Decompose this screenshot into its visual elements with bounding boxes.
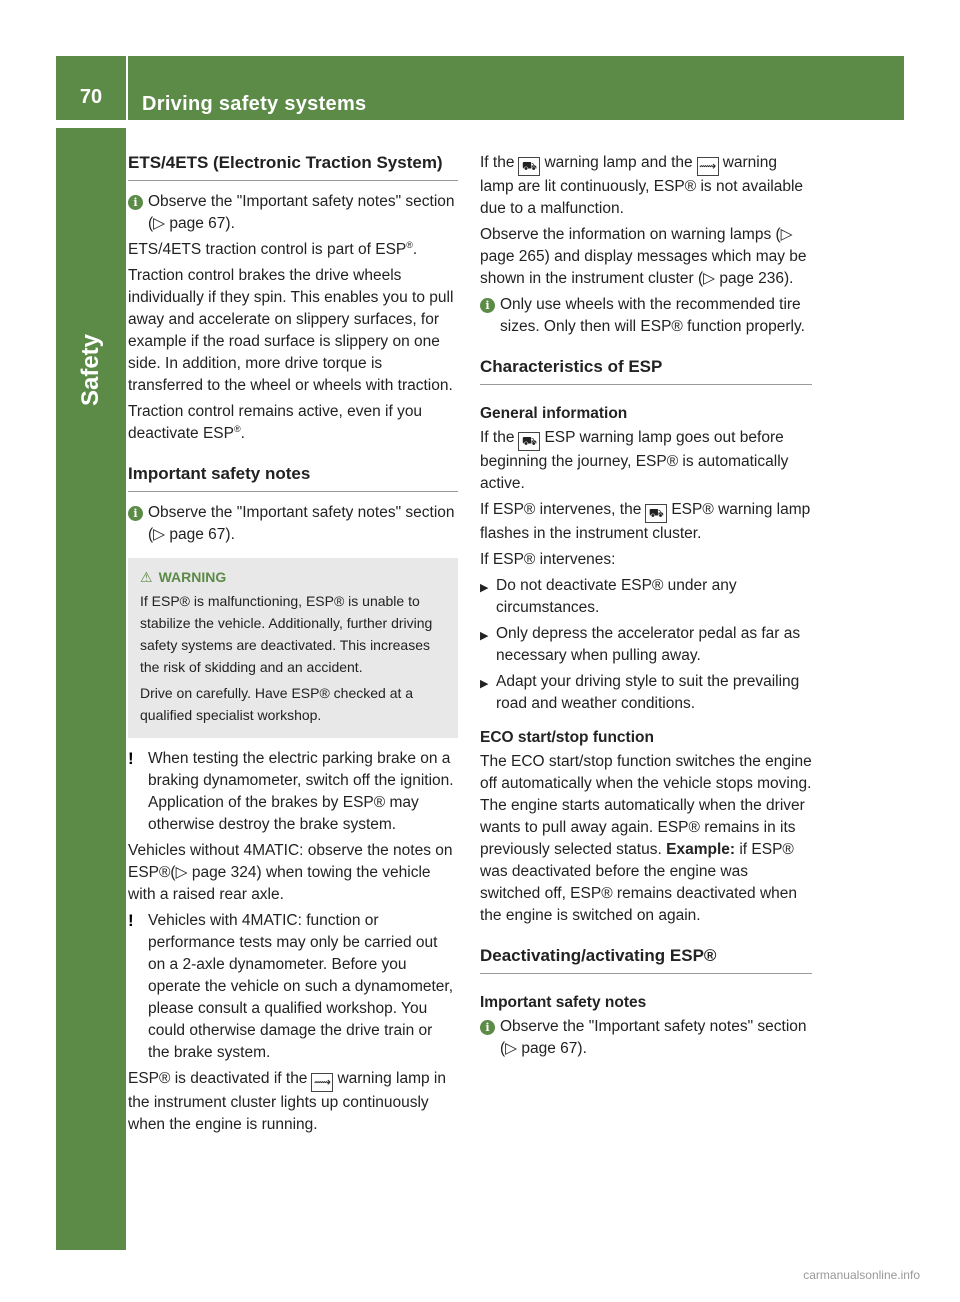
heading-eco: ECO start/stop function [480, 729, 654, 746]
esp-off-lamp-icon: ⟿ [311, 1073, 333, 1092]
watermark: carmanualsonline.info [803, 1268, 920, 1282]
paragraph: The ECO start/stop function switches the engine off automatically when the vehicle stops moving. The engine starts automatically when the driver wants to pull away again. ESP® remains in its previously selected status. Example: if ESP® was deactivated before the engine was switched off, ESP® remains deactivated when the engine is switched on again. [480, 753, 812, 924]
esp-off-lamp-icon: ⟿ [697, 157, 719, 176]
esp-warning-lamp-icon: ⛟ [518, 157, 540, 176]
paragraph: Traction control brakes the drive wheels individually if they spin. This enables you to pull away and accelerate on slippery surfaces, for example if the road surface is slippery on one side. In addition, more drive torque is transferred to the wheel or wheels with traction. [128, 267, 454, 394]
heading-ets: ETS/4ETS (Electronic Traction System) [128, 152, 458, 181]
paragraph: Traction control remains active, even if you deactivate ESP®. [128, 403, 423, 442]
list-item: ▶ Do not deactivate ESP® under any circumstances. [480, 575, 812, 619]
heading-general-info: General information [480, 405, 628, 422]
heading-safety-notes: Important safety notes [480, 994, 647, 1011]
paragraph: ESP® is deactivated if the ⟿ warning lamp in the instrument cluster lights up continuously when the engine is running. [128, 1070, 446, 1133]
caution-text: When testing the electric parking brake on a braking dynamometer, switch off the ignition. Application of the brakes by ESP® may otherwise destroy the brake system. [148, 750, 454, 833]
side-tab-text: Safety [77, 333, 104, 407]
right-column [480, 152, 812, 1064]
bullet-arrow-icon: ▶ [480, 630, 489, 642]
side-tab [56, 128, 126, 1250]
info-note [480, 294, 812, 338]
info-icon: i [128, 195, 143, 210]
header-divider [126, 56, 128, 120]
side-tab-label [76, 310, 106, 430]
caution-text: Vehicles with 4MATIC: function or performance tests may only be carried out on a 2-axle dynamometer. Before you operate the vehicle on such a dynamometer, please consult a qualified workshop. You could otherwise damage the drive train or the brake system. [148, 912, 454, 1061]
warning-heading: ⚠ WARNING [140, 569, 227, 585]
warning-text: If ESP® is malfunctioning, ESP® is unable to stabilize the vehicle. Additionally, further driving safety systems are deactivated. This increases the risk of skidding and an accident. [140, 593, 433, 675]
paragraph: Vehicles without 4MATIC: observe the notes on ESP®(▷ page 324) when towing the vehicle with a raised rear axle. [128, 842, 453, 903]
paragraph: If the ⛟ warning lamp and the ⟿ warning lamp are lit continuously, ESP® is not available due to a malfunction. [480, 154, 804, 217]
list-item: ▶ Adapt your driving style to suit the prevailing road and weather conditions. [480, 671, 812, 715]
info-icon: i [480, 298, 495, 313]
page-number: 70 [79, 85, 103, 108]
paragraph: If the ⛟ ESP warning lamp goes out before beginning the journey, ESP® is automatically active. [480, 429, 789, 492]
left-column [128, 152, 458, 1140]
esp-warning-lamp-icon: ⛟ [645, 504, 667, 523]
info-note [128, 191, 458, 235]
caution-note [128, 748, 458, 836]
heading-deactivating-esp: Deactivating/activating ESP® [480, 945, 812, 974]
paragraph: If ESP® intervenes, the ⛟ ESP® warning lamp flashes in the instrument cluster. [480, 501, 811, 542]
page-title: Driving safety systems [142, 93, 367, 115]
warning-triangle-icon: ⚠ [140, 569, 153, 585]
paragraph: ETS/4ETS traction control is part of ESP®. [128, 239, 418, 258]
heading-characteristics: Characteristics of ESP [480, 356, 812, 385]
paragraph: If ESP® intervenes: [480, 551, 616, 568]
bullet-arrow-icon: ▶ [480, 678, 489, 690]
info-note [480, 1016, 812, 1060]
caution-note [128, 910, 458, 1064]
list-item: ▶ Only depress the accelerator pedal as far as necessary when pulling away. [480, 623, 812, 667]
info-note-text: Observe the "Important safety notes" section (▷ page 67). [148, 193, 455, 232]
bullet-arrow-icon: ▶ [480, 582, 489, 594]
info-note [128, 502, 458, 546]
paragraph: Observe the information on warning lamps (▷ page 265) and display messages which may be shown in the instrument cluster (▷ page 236). [480, 226, 807, 287]
info-note-text: Observe the "Important safety notes" section (▷ page 67). [148, 504, 455, 543]
exclamation-icon: ! [128, 911, 134, 930]
warning-box [128, 558, 458, 738]
info-note-text: Only use wheels with the recommended tire sizes. Only then will ESP® function properly. [500, 296, 805, 335]
heading-safety-notes: Important safety notes [128, 463, 458, 492]
info-note-text: Observe the "Important safety notes" section (▷ page 67). [500, 1018, 807, 1057]
warning-text: Drive on carefully. Have ESP® checked at a qualified specialist workshop. [140, 685, 414, 723]
esp-warning-lamp-icon: ⛟ [518, 432, 540, 451]
info-icon: i [128, 506, 143, 521]
exclamation-icon: ! [128, 749, 134, 768]
info-icon: i [480, 1020, 495, 1035]
